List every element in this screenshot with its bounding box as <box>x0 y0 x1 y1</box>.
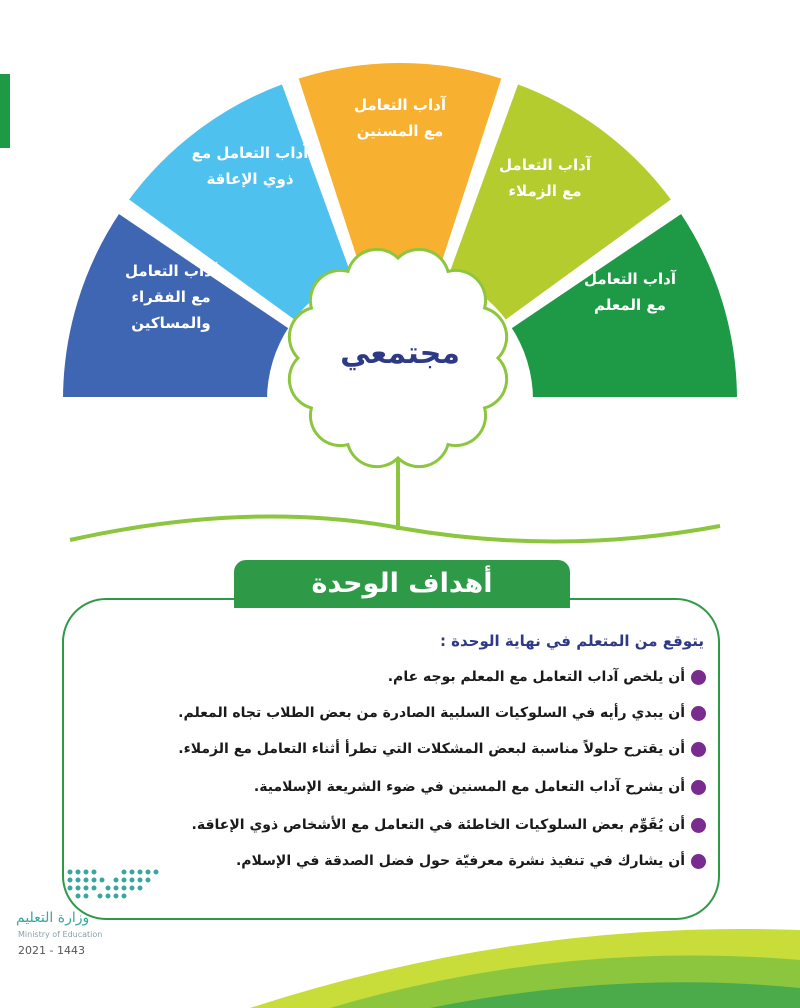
bullet-icon <box>691 780 706 795</box>
objective-item <box>192 810 706 840</box>
objective-text: أن يُقَوِّم بعض السلوكيات الخاطئة في التعامل مع الأشخاص ذوي الإعاقة. <box>191 817 685 833</box>
goals-intro: يتوقع من المتعلم في نهاية الوحدة : <box>439 632 704 650</box>
objective-text: أن يشرح آداب التعامل مع المسنين في ضوء الشريعة الإسلامية. <box>253 779 685 795</box>
ground-wave <box>70 516 720 541</box>
objective-text: أن يشارك في تنفيذ نشرة معرفيّة حول فضل الصدقة في الإسلام. <box>235 853 685 869</box>
segment-label-poor: آداب التعامل مع الفقراء والمساكين <box>125 262 217 332</box>
segment-label-colleagues: آداب التعامل مع الزملاء <box>499 156 591 200</box>
goals-header: أهداف الوحدة <box>234 560 570 608</box>
objective-item <box>388 662 706 692</box>
objective-text: أن يقترح حلولاً مناسبة لبعض المشكلات التي تطرأ أثناء التعامل مع الزملاء. <box>178 741 685 757</box>
segment-label-elderly: آداب التعامل مع المسنين <box>354 96 446 140</box>
bullet-icon <box>691 818 706 833</box>
bullet-icon <box>691 706 706 721</box>
objective-item <box>236 846 706 876</box>
center-title: مجتمعي <box>340 336 460 371</box>
ministry-name-ar: وزارة التعليم <box>16 910 90 926</box>
objective-text: أن يلخص آداب التعامل مع المعلم بوجه عام. <box>387 669 685 685</box>
bullet-icon <box>691 742 706 757</box>
ministry-name-en: Ministry of Education <box>18 930 103 939</box>
objective-item <box>178 734 706 764</box>
segment-label-disability: آداب التعامل مع ذوي الإعاقة <box>191 144 309 188</box>
objective-text: أن يبدي رأيه في السلوكيات السلبية الصادرة من بعض الطلاب تجاه المعلم. <box>178 705 685 721</box>
bottom-wave <box>0 900 800 1008</box>
bullet-icon <box>691 670 706 685</box>
bullet-icon <box>691 854 706 869</box>
ministry-year: 2021 - 1443 <box>18 944 85 957</box>
segment-label-teacher: آداب التعامل مع المعلم <box>584 270 676 314</box>
objective-item <box>178 698 706 728</box>
objective-item <box>254 772 706 802</box>
